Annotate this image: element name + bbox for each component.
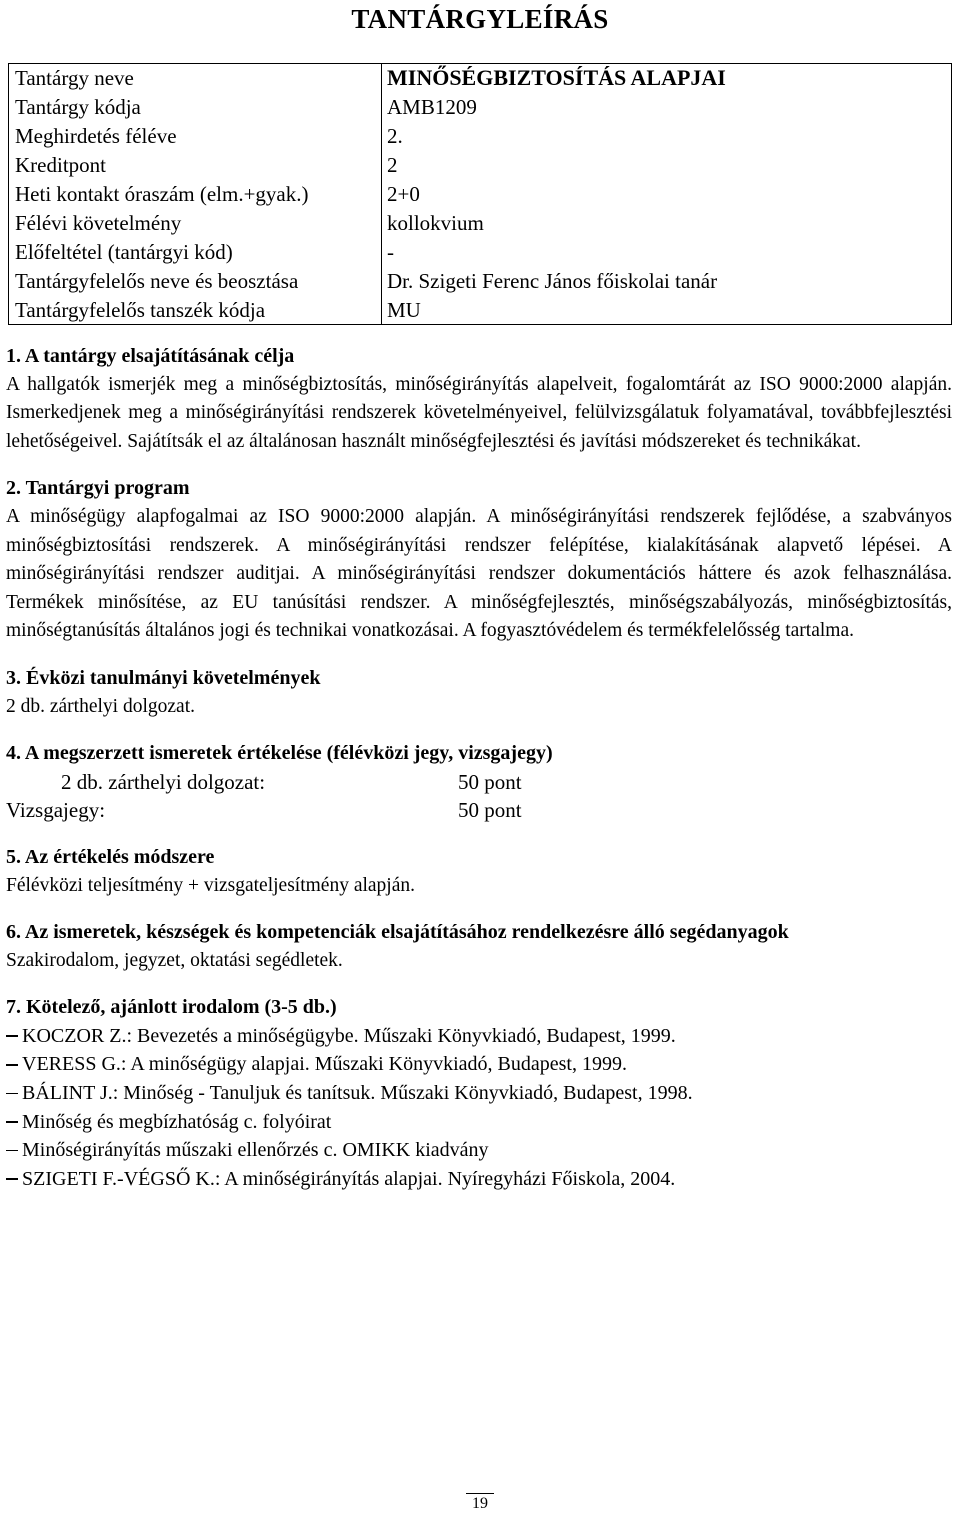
table-row bbox=[9, 64, 952, 93]
table-row bbox=[9, 122, 952, 151]
section-objective bbox=[6, 342, 952, 456]
section-heading: 3. Évközi tanulmányi követelmények bbox=[6, 666, 321, 689]
list-item bbox=[6, 1022, 952, 1051]
section-heading: 4. A megszerzett ismeretek értékelése (félévközi jegy, vizsgajegy) bbox=[6, 742, 553, 765]
weekly-hours-label: Heti kontakt óraszám (elm.+gyak.) bbox=[15, 181, 309, 206]
requirement-label: Félévi követelmény bbox=[15, 210, 182, 235]
dash-bullet-icon bbox=[6, 1093, 18, 1095]
section-text: 2 db. zárthelyi dolgozat. bbox=[6, 695, 195, 717]
section-text: Szakirodalom, jegyzet, oktatási segédletek. bbox=[6, 949, 343, 971]
table-row bbox=[9, 180, 952, 209]
section-method bbox=[6, 843, 952, 900]
dash-bullet-icon bbox=[6, 1064, 18, 1066]
literature-entry: Minőség és megbízhatóság c. folyóirat bbox=[22, 1110, 332, 1133]
credit-label: Kreditpont bbox=[15, 153, 106, 178]
table-row bbox=[9, 237, 952, 266]
course-name-label: Tantárgy neve bbox=[15, 66, 134, 91]
literature-list bbox=[6, 1022, 952, 1194]
list-item bbox=[6, 1108, 952, 1137]
section-heading: 7. Kötelező, ajánlott irodalom (3-5 db.) bbox=[6, 996, 337, 1019]
dash-bullet-icon bbox=[6, 1035, 18, 1037]
grade-label: 2 db. zárthelyi dolgozat: bbox=[61, 769, 266, 794]
table-row bbox=[9, 208, 952, 237]
section-heading: 1. A tantárgy elsajátításának célja bbox=[6, 345, 295, 367]
weekly-hours-value: 2+0 bbox=[382, 180, 952, 209]
literature-entry: BÁLINT J.: Minőség - Tanuljuk és tanítsuk. Műszaki Könyvkiadó, Budapest, 1998. bbox=[22, 1082, 693, 1105]
prerequisite-value: - bbox=[382, 237, 952, 266]
section-evaluation bbox=[6, 739, 952, 825]
dash-bullet-icon bbox=[6, 1150, 18, 1152]
dash-bullet-icon bbox=[6, 1121, 18, 1123]
literature-entry: Minőségirányítás műszaki ellenőrzés c. OMIKK kiadvány bbox=[22, 1139, 489, 1162]
table-row bbox=[9, 151, 952, 180]
list-item bbox=[6, 1079, 952, 1108]
responsible-value: Dr. Szigeti Ferenc János főiskolai tanár bbox=[382, 266, 952, 295]
section-heading: 5. Az értékelés módszere bbox=[6, 845, 215, 868]
literature-entry: VERESS G.: A minőségügy alapjai. Műszaki Könyvkiadó, Budapest, 1999. bbox=[22, 1053, 627, 1076]
dash-bullet-icon bbox=[6, 1178, 18, 1180]
list-item bbox=[6, 1165, 952, 1194]
list-item bbox=[6, 1136, 952, 1165]
course-name-value: MINŐSÉGBIZTOSÍTÁS ALAPJAI bbox=[382, 64, 952, 93]
document-title: TANTÁRGYLEÍRÁS bbox=[351, 4, 609, 34]
table-row bbox=[9, 93, 952, 122]
grade-value: 50 pont bbox=[458, 769, 522, 794]
grade-label: Vizsgajegy: bbox=[6, 798, 106, 823]
section-materials bbox=[6, 918, 952, 975]
prerequisite-label: Előfeltétel (tantárgyi kód) bbox=[15, 239, 233, 264]
grade-row bbox=[6, 768, 952, 797]
section-heading: 6. Az ismeretek, készségek és kompetenciák elsajátításához rendelkezésre álló segédanyagok bbox=[6, 921, 789, 944]
semester-value: 2. bbox=[382, 122, 952, 151]
grade-value: 50 pont bbox=[458, 798, 522, 823]
department-label: Tantárgyfelelős tanszék kódja bbox=[15, 297, 266, 322]
requirement-value: kollokvium bbox=[382, 208, 952, 237]
section-program bbox=[6, 474, 952, 646]
table-row bbox=[9, 266, 952, 295]
page-number bbox=[0, 1493, 960, 1514]
semester-label: Meghirdetés féléve bbox=[15, 124, 177, 149]
department-value: MU bbox=[382, 295, 952, 324]
section-text: A minőségügy alapfogalmai az ISO 9000:2000 alapján. A minőségirányítási rendszerek fejlődése, a szabványos minőségbiztosítási rendszerek. A minőségirányítási rendszer felépítése, kialakításának alapvető lépései. A minőségirányítási rendszer auditjai. A minőségirányítási rendszer dokumentációs háttere és azok felhasználása. Termékek minősítése, az EU tanúsítási rendszer. A minőségfejlesztés, minőségszabályozás, minőségbiztosítás, minőségtanúsítás általános jogi és technikai vonatkozásai. A fogyasztóvédelem és termékfelelősség tartalma. bbox=[6, 505, 952, 642]
page-number-text: 19 bbox=[466, 1493, 494, 1514]
section-heading: 2. Tantárgyi program bbox=[6, 477, 190, 500]
course-info-table bbox=[8, 63, 952, 325]
section-requirements bbox=[6, 664, 952, 721]
course-code-label: Tantárgy kódja bbox=[15, 95, 141, 120]
responsible-label: Tantárgyfelelős neve és beosztása bbox=[15, 268, 299, 293]
literature-entry: KOCZOR Z.: Bevezetés a minőségügybe. Műszaki Könyvkiadó, Budapest, 1999. bbox=[22, 1024, 676, 1047]
table-row bbox=[9, 295, 952, 324]
document-body bbox=[6, 342, 952, 1193]
section-text: Félévközi teljesítmény + vizsgateljesítmény alapján. bbox=[6, 874, 416, 896]
course-code-value: AMB1209 bbox=[382, 93, 952, 122]
list-item bbox=[6, 1050, 952, 1079]
section-literature bbox=[6, 993, 952, 1193]
grade-row bbox=[6, 796, 952, 825]
literature-entry: SZIGETI F.-VÉGSŐ K.: A minőségirányítás alapjai. Nyíregyházi Főiskola, 2004. bbox=[22, 1167, 676, 1190]
credit-value: 2 bbox=[382, 151, 952, 180]
section-text: A hallgatók ismerjék meg a minőségbiztosítás, minőségirányítás alapelveit, fogalomtárát az ISO 9000:2000 alapján. Ismerkedjenek meg a minőségirányítási rendszerek követelményeivel, felülvizsgálatuk folyamatával, továbbfejlesztési lehetőségeivel. Sajátítsák el az általánosan használt minőségfejlesztési és javítási módszereket és technikákat. bbox=[6, 373, 952, 452]
